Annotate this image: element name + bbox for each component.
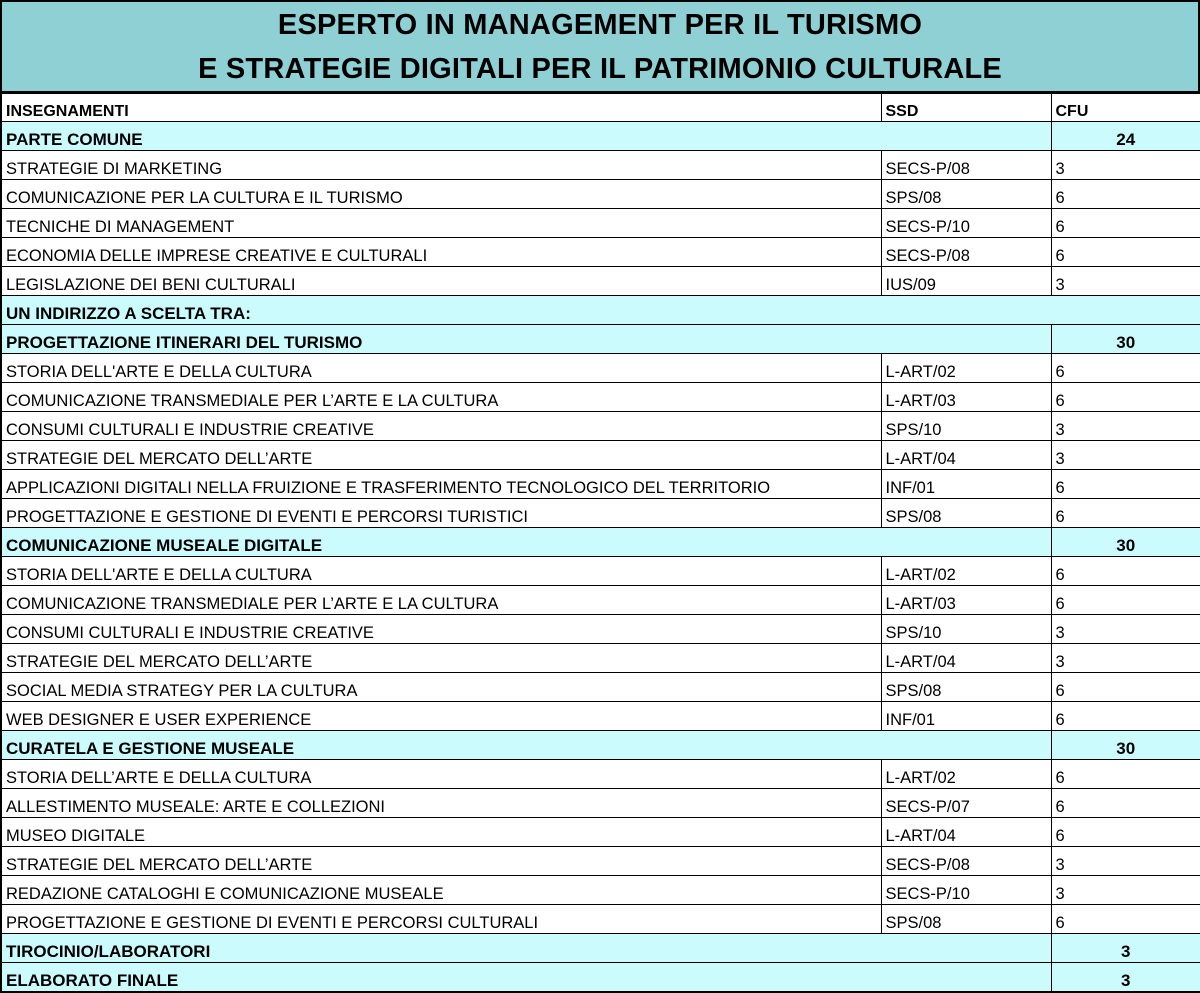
course-row	[1, 905, 1200, 934]
course-cfu: 3	[1051, 267, 1200, 296]
course-cfu: 6	[1051, 586, 1200, 615]
course-cfu: 6	[1051, 702, 1200, 731]
course-cfu: 6	[1051, 238, 1200, 267]
course-row	[1, 470, 1200, 499]
header-cfu: CFU	[1051, 94, 1200, 122]
course-cfu: 6	[1051, 470, 1200, 499]
course-ssd: SECS-P/10	[881, 876, 1051, 905]
course-name: STRATEGIE DI MARKETING	[1, 151, 881, 180]
course-name: CONSUMI CULTURALI E INDUSTRIE CREATIVE	[1, 615, 881, 644]
section-row	[1, 963, 1200, 992]
course-ssd: SPS/08	[881, 180, 1051, 209]
section-row	[1, 731, 1200, 760]
course-ssd: SPS/10	[881, 412, 1051, 441]
course-row	[1, 615, 1200, 644]
course-ssd: SECS-P/08	[881, 151, 1051, 180]
curriculum-table	[0, 93, 1200, 993]
course-ssd: L-ART/02	[881, 557, 1051, 586]
course-cfu: 6	[1051, 905, 1200, 934]
course-name: ALLESTIMENTO MUSEALE: ARTE E COLLEZIONI	[1, 789, 881, 818]
section-cfu-total: 30	[1051, 325, 1200, 354]
table-body	[1, 94, 1200, 992]
course-row	[1, 586, 1200, 615]
course-name: STORIA DELL'ARTE E DELLA CULTURA	[1, 557, 881, 586]
course-ssd: SECS-P/07	[881, 789, 1051, 818]
course-row	[1, 354, 1200, 383]
course-cfu: 3	[1051, 615, 1200, 644]
course-cfu: 3	[1051, 847, 1200, 876]
course-ssd: SECS-P/08	[881, 238, 1051, 267]
course-cfu: 6	[1051, 673, 1200, 702]
course-row	[1, 267, 1200, 296]
course-name: TECNICHE DI MANAGEMENT	[1, 209, 881, 238]
course-name: COMUNICAZIONE PER LA CULTURA E IL TURISMO	[1, 180, 881, 209]
section-cfu-total: 30	[1051, 731, 1200, 760]
course-row	[1, 238, 1200, 267]
section-label: ELABORATO FINALE	[1, 963, 1051, 992]
header-insegnamenti: INSEGNAMENTI	[1, 94, 881, 122]
course-row	[1, 760, 1200, 789]
course-name: STRATEGIE DEL MERCATO DELL’ARTE	[1, 847, 881, 876]
course-row	[1, 383, 1200, 412]
course-name: SOCIAL MEDIA STRATEGY PER LA CULTURA	[1, 673, 881, 702]
course-row	[1, 818, 1200, 847]
course-cfu: 3	[1051, 412, 1200, 441]
course-name: MUSEO DIGITALE	[1, 818, 881, 847]
section-row	[1, 934, 1200, 963]
course-ssd: L-ART/02	[881, 760, 1051, 789]
course-cfu: 6	[1051, 557, 1200, 586]
course-row	[1, 644, 1200, 673]
course-cfu: 3	[1051, 644, 1200, 673]
course-ssd: IUS/09	[881, 267, 1051, 296]
course-cfu: 3	[1051, 876, 1200, 905]
course-cfu: 6	[1051, 180, 1200, 209]
course-cfu: 3	[1051, 441, 1200, 470]
course-ssd: INF/01	[881, 702, 1051, 731]
section-label: COMUNICAZIONE MUSEALE DIGITALE	[1, 528, 1051, 557]
course-ssd: INF/01	[881, 470, 1051, 499]
section-label: PROGETTAZIONE ITINERARI DEL TURISMO	[1, 325, 1051, 354]
course-row	[1, 412, 1200, 441]
course-ssd: L-ART/03	[881, 383, 1051, 412]
course-name: CONSUMI CULTURALI E INDUSTRIE CREATIVE	[1, 412, 881, 441]
course-ssd: SPS/08	[881, 499, 1051, 528]
course-row	[1, 209, 1200, 238]
course-row	[1, 673, 1200, 702]
course-name: STRATEGIE DEL MERCATO DELL’ARTE	[1, 644, 881, 673]
course-ssd: SECS-P/10	[881, 209, 1051, 238]
course-name: LEGISLAZIONE DEI BENI CULTURALI	[1, 267, 881, 296]
course-ssd: SPS/08	[881, 673, 1051, 702]
section-label: TIROCINIO/LABORATORI	[1, 934, 1051, 963]
course-ssd: SPS/10	[881, 615, 1051, 644]
section-cfu-total: 24	[1051, 122, 1200, 151]
course-name: STORIA DELL'ARTE E DELLA CULTURA	[1, 354, 881, 383]
course-ssd: L-ART/04	[881, 644, 1051, 673]
course-cfu: 6	[1051, 383, 1200, 412]
course-ssd: SECS-P/08	[881, 847, 1051, 876]
title-line-1: ESPERTO IN MANAGEMENT PER IL TURISMO	[277, 8, 923, 41]
course-cfu: 6	[1051, 354, 1200, 383]
course-cfu: 6	[1051, 818, 1200, 847]
course-ssd: SPS/08	[881, 905, 1051, 934]
course-name: REDAZIONE CATALOGHI E COMUNICAZIONE MUSEALE	[1, 876, 881, 905]
title-line-2: E STRATEGIE DIGITALI PER IL PATRIMONIO CULTURALE	[198, 52, 1002, 85]
subheading-label: UN INDIRIZZO A SCELTA TRA:	[1, 296, 1200, 325]
section-label: PARTE COMUNE	[1, 122, 1051, 151]
course-ssd: L-ART/04	[881, 441, 1051, 470]
course-cfu: 3	[1051, 151, 1200, 180]
course-row	[1, 151, 1200, 180]
course-ssd: L-ART/03	[881, 586, 1051, 615]
course-ssd: L-ART/04	[881, 818, 1051, 847]
course-name: PROGETTAZIONE E GESTIONE DI EVENTI E PERCORSI CULTURALI	[1, 905, 881, 934]
course-name: PROGETTAZIONE E GESTIONE DI EVENTI E PERCORSI TURISTICI	[1, 499, 881, 528]
course-name: STRATEGIE DEL MERCATO DELL’ARTE	[1, 441, 881, 470]
course-row	[1, 789, 1200, 818]
course-row	[1, 441, 1200, 470]
table-title	[0, 0, 1200, 93]
header-row	[1, 94, 1200, 122]
course-cfu: 6	[1051, 499, 1200, 528]
course-cfu: 6	[1051, 760, 1200, 789]
course-name: COMUNICAZIONE TRANSMEDIALE PER L’ARTE E LA CULTURA	[1, 586, 881, 615]
section-row	[1, 325, 1200, 354]
course-row	[1, 847, 1200, 876]
course-name: APPLICAZIONI DIGITALI NELLA FRUIZIONE E TRASFERIMENTO TECNOLOGICO DEL TERRITORIO	[1, 470, 881, 499]
course-cfu: 6	[1051, 789, 1200, 818]
course-ssd: L-ART/02	[881, 354, 1051, 383]
course-name: STORIA DELL’ARTE E DELLA CULTURA	[1, 760, 881, 789]
course-name: ECONOMIA DELLE IMPRESE CREATIVE E CULTURALI	[1, 238, 881, 267]
section-label: CURATELA E GESTIONE MUSEALE	[1, 731, 1051, 760]
course-row	[1, 876, 1200, 905]
course-row	[1, 499, 1200, 528]
section-row	[1, 122, 1200, 151]
course-name: COMUNICAZIONE TRANSMEDIALE PER L’ARTE E LA CULTURA	[1, 383, 881, 412]
subheading-row	[1, 296, 1200, 325]
course-row	[1, 557, 1200, 586]
course-cfu: 6	[1051, 209, 1200, 238]
section-cfu-total: 3	[1051, 934, 1200, 963]
section-cfu-total: 3	[1051, 963, 1200, 992]
section-row	[1, 528, 1200, 557]
section-cfu-total: 30	[1051, 528, 1200, 557]
course-row	[1, 702, 1200, 731]
course-row	[1, 180, 1200, 209]
header-ssd: SSD	[881, 94, 1051, 122]
course-name: WEB DESIGNER E USER EXPERIENCE	[1, 702, 881, 731]
